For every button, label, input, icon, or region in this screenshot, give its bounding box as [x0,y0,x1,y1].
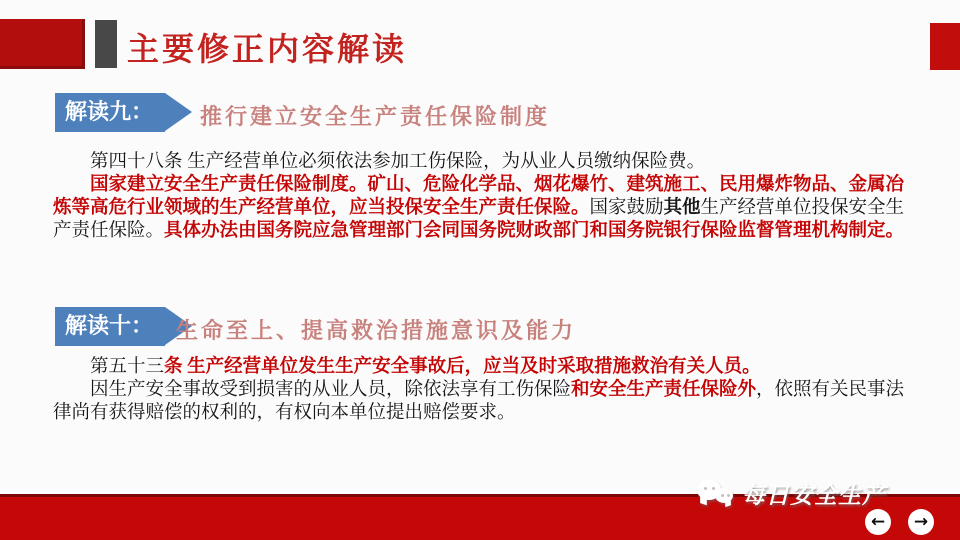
bubble-eye [721,494,724,497]
section-label-text: 解读九： [65,99,154,124]
next-arrow-button[interactable]: → [908,509,934,535]
page-title: 主要修正内容解读 [127,31,408,67]
paragraph [53,356,907,379]
bubble-eye [704,487,707,490]
prev-arrow-button[interactable]: ← [865,509,891,535]
section-9-body [53,151,907,243]
body-segment-bold: 其他 [663,198,701,218]
body-segment: ，依照有关民事法律尚有获得赔偿的权利的，有权向本单位提出赔偿要求。 [53,380,905,423]
section-label-jiedu-9 [55,93,165,132]
paragraph [53,174,907,243]
section-heading-9: 推行建立安全生产责任保险制度 [200,104,551,129]
brand-name: 每日安全生产 [742,483,886,508]
chat-bubble-small [715,488,733,503]
body-segment-emphasis: 国家建立安全生产责任保险制度。矿山、危险化学品、烟花爆竹、建筑施工、民用爆炸物品、金属冶炼等高危行业领域的生产经营单位，应当投保安全生产责任保险。 [53,175,905,218]
section-label-jiedu-10 [55,307,165,346]
paragraph [53,379,907,425]
section-heading-10: 生命至上、提高救治措施意识及能力 [176,318,577,343]
body-segment-emphasis: 和安全生产责任保险外 [571,380,757,400]
bubble-eye [727,494,730,497]
body-segment: 第四十八条 生产经营单位必须依法参加工伤保险，为从业人员缴纳保险费。 [90,152,706,172]
arrow-right-icon [165,93,192,131]
body-segment: 第五十三 [90,357,165,377]
body-segment: 因生产安全事故受到损害的从业人员，除依法享有工伤保险 [90,380,572,400]
body-segment: 国家鼓励 [589,198,664,218]
title-gray-block-decoration [95,20,117,68]
section-label-text: 解读十： [65,313,154,338]
section-10-body [53,356,907,425]
brand-watermark [697,477,886,510]
paragraph [53,151,907,174]
body-segment-emphasis: 条 生产经营单位发生生产安全事故后，应当及时采取措施救治有关人员。 [164,357,761,377]
body-segment: 生产经营单位投保安全生产责任保险。 [53,198,905,241]
bubble-eye [712,487,715,490]
body-segment-emphasis: 具体办法由国务院应急管理部门会同国务院财政部门和国务院银行保险监督管理机构制定。 [164,221,905,241]
top-right-red-block-decoration [930,23,960,70]
title-red-block-decoration [0,19,85,69]
slide-nav [865,509,934,535]
wechat-icon [697,478,735,510]
